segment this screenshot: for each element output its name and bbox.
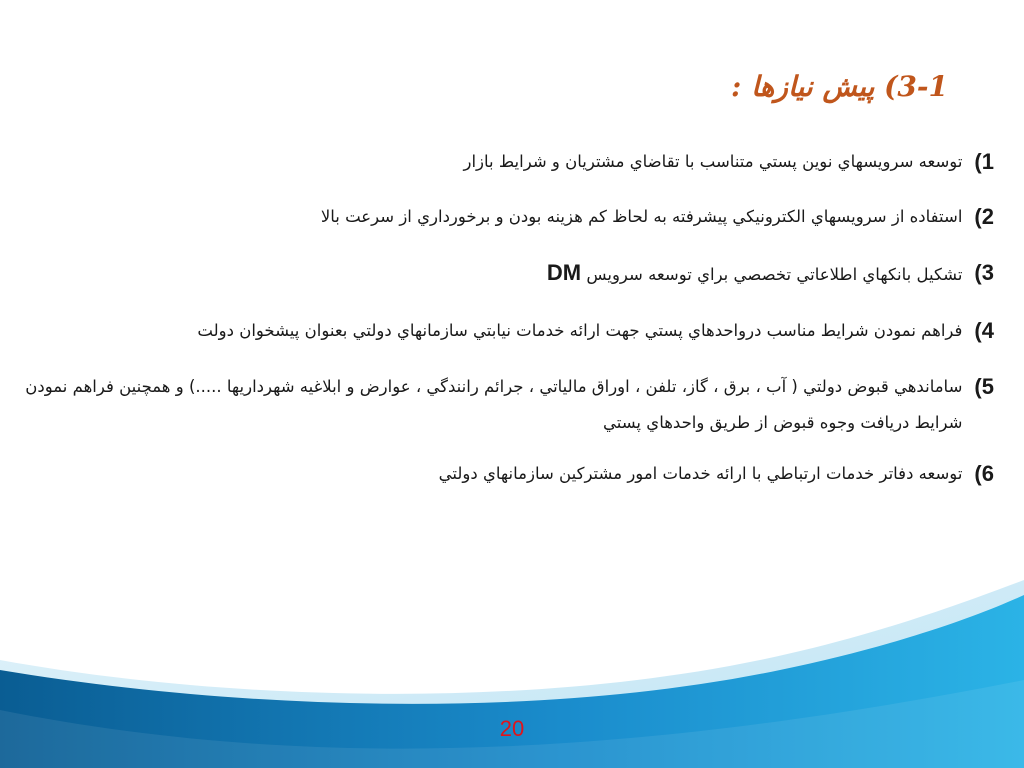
list-item — [19, 199, 994, 235]
item-number: 6) — [974, 461, 994, 486]
item-suffix: DM — [546, 260, 582, 285]
item-text: تشكيل بانكهاي اطلاعاتي تخصصي براي توسعه سرويس — [586, 265, 963, 284]
list-item — [19, 255, 994, 293]
list-item — [19, 369, 994, 441]
item-number: 3) — [974, 260, 994, 285]
item-text: استفاده از سرويسهاي الكترونيكي پيشرفته به لحاظ كم هزينه بودن و برخورداري از سرعت بالا — [320, 207, 963, 226]
item-text: توسعه سرويسهاي نوين پستي متناسب با تقاضاي مشتريان و شرايط بازار — [463, 152, 963, 171]
item-text-container — [19, 255, 962, 293]
item-text: ساماندهي قبوض دولتي ( آب ، برق ، گاز، تلفن ، اوراق مالياتي ، جرائم رانندگي ، عوارض و ابلاغيه شهرداريها .....) و همچنين فراهم نمودن شرايط دريافت وجوه قبوض از طريق واحدهاي پستي — [25, 377, 963, 432]
list-item — [19, 313, 994, 349]
requirements-list — [19, 144, 994, 492]
item-text: توسعه دفاتر خدمات ارتباطي با ارائه خدمات امور مشتركين سازمانهاي دولتي — [438, 464, 963, 483]
item-text: فراهم نمودن شرايط مناسب درواحدهاي پستي جهت ارائه خدمات نيابتي سازمانهاي دولتي بعنوان پيشخوان دولت — [197, 321, 963, 340]
item-number: 1) — [974, 149, 994, 174]
list-item — [19, 456, 994, 492]
item-number: 5) — [974, 374, 994, 399]
item-number: 2) — [974, 204, 994, 229]
item-number: 4) — [974, 318, 994, 343]
slide-title: 3-1) پیش نیازها : — [731, 70, 948, 103]
list-item — [19, 144, 994, 180]
page-number: 20 — [499, 716, 525, 741]
